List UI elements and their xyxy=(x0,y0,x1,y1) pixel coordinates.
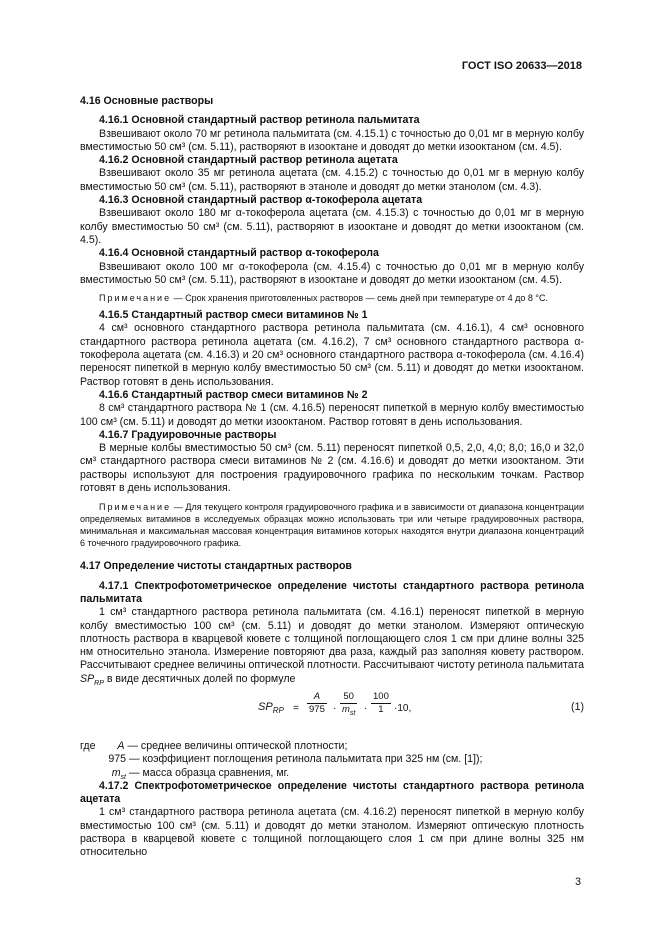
paragraph-4-16-1: Взвешивают около 70 мг ретинола пальмитата (см. 4.15.1) с точностью до 0,01 мг в мерную колбу вместимостью 50 см³ (см. 5.11), растворяют в изооктане и доводят до метки изооктаном (см. 4.5). xyxy=(80,127,584,153)
formula-fraction-2 xyxy=(340,691,357,716)
formula-dot-1: · xyxy=(333,702,337,714)
fraction-2-denominator xyxy=(340,704,357,716)
where-text-2: — коэффициент поглощения ретинола пальмитата при 325 нм (см. [1]); xyxy=(128,753,483,766)
where-item-3 xyxy=(80,767,584,780)
fraction-2-den-text: m xyxy=(342,703,350,715)
where-symbol-3-sub: st xyxy=(120,773,126,781)
subsection-heading-4-17-2: 4.17.2 Спектрофотометрическое определение чистоты стандартного раствора ретинола ацетата xyxy=(80,779,584,806)
fraction-3-denominator: 1 xyxy=(378,703,384,715)
fraction-3-numerator: 100 xyxy=(373,690,389,702)
fraction-2-numerator: 50 xyxy=(340,691,357,704)
formula-lhs xyxy=(258,701,284,714)
where-label: где xyxy=(80,739,96,752)
where-item-2 xyxy=(80,753,584,766)
paragraph-4-17-1-text-b: в виде десятичных долей по формуле xyxy=(103,672,296,685)
document-header-number: ГОСТ ISO 20633—2018 xyxy=(461,60,582,72)
note-storage xyxy=(80,292,584,304)
formula-tail: ·10, xyxy=(394,702,412,714)
formula-dot-2: · xyxy=(364,702,368,714)
paragraph-4-16-5: 4 см³ основного стандартного раствора ретинола пальмитата (см. 4.16.1), 4 см³ основного стандартного раствора ретинола ацетата (см. 4.16.2), 7 см³ основного стандартного раствора α-токоферола ацетата (см. 4.16.3) и 20 см³ основного стандартного раствора α-токоферола (см. 4.16.4) переносят пипеткой в мерную колбу вместимостью 50 см³ (см. 5.11) и доводят до метки изооктаном. Раствор готовят в день использования. xyxy=(80,322,584,388)
formula-lhs-symbol: SP xyxy=(258,700,273,713)
subsection-heading-4-17-1: 4.17.1 Спектрофотометрическое определение чистоты стандартного раствора ретинола пальмитата xyxy=(80,579,584,605)
section-heading-4-16: 4.16 Основные растворы xyxy=(80,95,214,107)
note-text: — Для текущего контроля градуировочного графика и в зависимости от диапазона концентрации определяемых витаминов в исследуемых образцах можно использовать три или четыре градуировочных раствора, минимальная и максимальная массовая концентрация витаминов которых находятся внутри диапазона концентраций 6 точечного градуировочного графика. xyxy=(80,502,584,549)
formula-number: (1) xyxy=(571,700,584,713)
formula-fraction-1 xyxy=(307,691,327,716)
paragraph-4-16-2: Взвешивают около 35 мг ретинола ацетата (см. 4.15.2) с точностью до 0,01 мг в мерную колбу вместимостью 50 см³ (см. 5.11), растворяют в этаноле и доводят до метки этанолом (см. 4.3). xyxy=(80,167,584,193)
formula-lhs-sub: RP xyxy=(272,706,284,716)
section-heading-4-17: 4.17 Определение чистоты стандартных растворов xyxy=(80,560,352,573)
document-body xyxy=(80,95,584,860)
note-label: Примечание xyxy=(99,293,172,304)
where-symbol-1: A xyxy=(117,739,125,752)
subsection-heading-4-16-5: 4.16.5 Стандартный раствор смеси витаминов № 1 xyxy=(99,309,368,322)
subsection-heading-4-16-4: 4.16.4 Основной стандартный раствор α-токоферола xyxy=(99,247,379,260)
subsection-heading-4-16-7: 4.16.7 Градуировочные растворы xyxy=(99,428,277,441)
formula-1 xyxy=(80,691,584,737)
purity-symbol-sub: RP xyxy=(94,679,104,687)
paragraph-4-16-4: Взвешивают около 100 мг α-токоферола (см. 4.15.4) с точностью до 0,01 мг в мерную колбу вместимостью 50 см³ (см. 5.11), растворяют в изооктане и доводят до метки изооктаном (см. 4.5). xyxy=(80,260,584,286)
note-label: Примечание xyxy=(99,502,172,513)
formula-fraction-3 xyxy=(371,691,391,716)
fraction-1-num-text: A xyxy=(313,690,321,702)
page-number: 3 xyxy=(575,876,581,888)
where-text-1: — среднее величины оптической плотности; xyxy=(127,739,348,752)
paragraph-4-17-2: 1 см³ стандартного раствора ретинола ацетата (см. 4.16.2) переносят пипеткой в мерную колбу вместимостью 100 см³ (см. 5.11) и доводят до метки этанолом. Измеряют оптическую плотность раствора в кварцевой кювете с толщиной поглощающего слоя 1 см при длине волны 325 нм относительно xyxy=(80,806,584,859)
formula-equals: = xyxy=(293,702,299,714)
fraction-1-denominator: 975 xyxy=(309,703,325,715)
purity-symbol: SP xyxy=(80,672,95,685)
where-text-3: — масса образца сравнения, мг. xyxy=(128,766,290,779)
where-item-1 xyxy=(80,740,584,753)
subsection-heading-4-16-6: 4.16.6 Стандартный раствор смеси витаминов № 2 xyxy=(99,388,368,401)
note-text: — Срок хранения приготовленных растворов — семь дней при температуре от 4 до 8 °С. xyxy=(171,293,548,304)
paragraph-4-17-1 xyxy=(80,606,584,686)
subsection-heading-4-16-2: 4.16.2 Основной стандартный раствор ретинола ацетата xyxy=(99,154,398,167)
where-symbol-2: 975 xyxy=(108,753,126,766)
paragraph-4-16-3: Взвешивают около 180 мг α-токоферола ацетата (см. 4.15.3) с точностью до 0,01 мг в мерную колбу вместимостью 50 см³ (см. 5.11), растворяют в изооктане и доводят до метки изооктаном (см. 4.5). xyxy=(80,207,584,246)
fraction-1-numerator xyxy=(307,691,327,704)
fraction-2-den-sub: st xyxy=(349,709,356,717)
note-calibration xyxy=(80,501,584,549)
subsection-heading-4-16-1: 4.16.1 Основной стандартный раствор ретинола пальмитата xyxy=(99,114,420,127)
paragraph-4-16-7: В мерные колбы вместимостью 50 см³ (см. 5.11) переносят пипеткой 0,5, 2,0, 4,0; 8,0; 16,0 и 32,0 см³ стандартного раствора смеси витаминов № 2 (см. 4.16.6) и доводят до метки изооктаном. Эти растворы используют для построения градуировочного графика по нескольким точкам. Раствор готовят в день использования. xyxy=(80,442,584,495)
paragraph-4-17-1-text-a: 1 см³ стандартного раствора ретинола пальмитата (см. 4.16.1) переносят пипеткой в мерную колбу вместимостью 100 см³ (см. 5.11) и доводят до метки этанолом. Измеряют оптическую плотность раствора в кварцевой кювете с толщиной поглощающего слоя 1 см при длине волны 325 нм относительно этанола. Измерение повторяют два раза, каждый раз заполняя кювету раствором. Рассчитывают среднее величины оптической плотности. Рассчитывают чистоту ретинола пальмитата xyxy=(80,606,584,672)
paragraph-4-16-6: 8 см³ стандартного раствора № 1 (см. 4.16.5) переносят пипеткой в мерную колбу вместимостью 100 см³ (см. 5.11) и доводят до метки изооктаном. Раствор готовят в день использования. xyxy=(80,402,584,428)
subsection-heading-4-16-3: 4.16.3 Основной стандартный раствор α-токоферола ацетата xyxy=(99,194,423,207)
where-symbol-3: m xyxy=(111,766,121,779)
